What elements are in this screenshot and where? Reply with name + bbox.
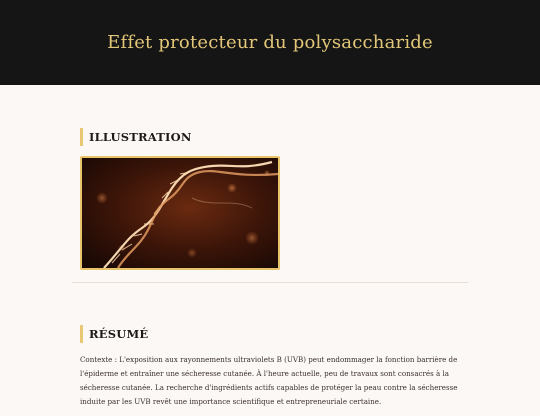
page-title: Effet protecteur du polysaccharide — [107, 32, 433, 53]
page-header — [0, 0, 540, 85]
section-divider — [72, 282, 468, 283]
resume-section — [80, 325, 470, 416]
resume-paragraph: Contexte : L'exposition aux rayonnements ultraviolets B (UVB) peut endommager la fonction barrière de l'épiderme et entraîner une sécheresse cutanée. À l'heure actuelle, peu de travaux sont consacrés à la sécheresse cutanée. La recherche d'ingrédients actifs capables de protéger la peau contre la sécheresse induite par les UVB revêt une importance scientifique et entrepreneuriale certaine. — [80, 355, 458, 406]
resume-heading: RÉSUMÉ — [80, 325, 470, 343]
illustration-heading: ILLUSTRATION — [80, 128, 470, 146]
dna-illustration-image — [80, 156, 280, 270]
illustration-section — [80, 128, 470, 270]
dna-helix-icon — [82, 158, 278, 268]
